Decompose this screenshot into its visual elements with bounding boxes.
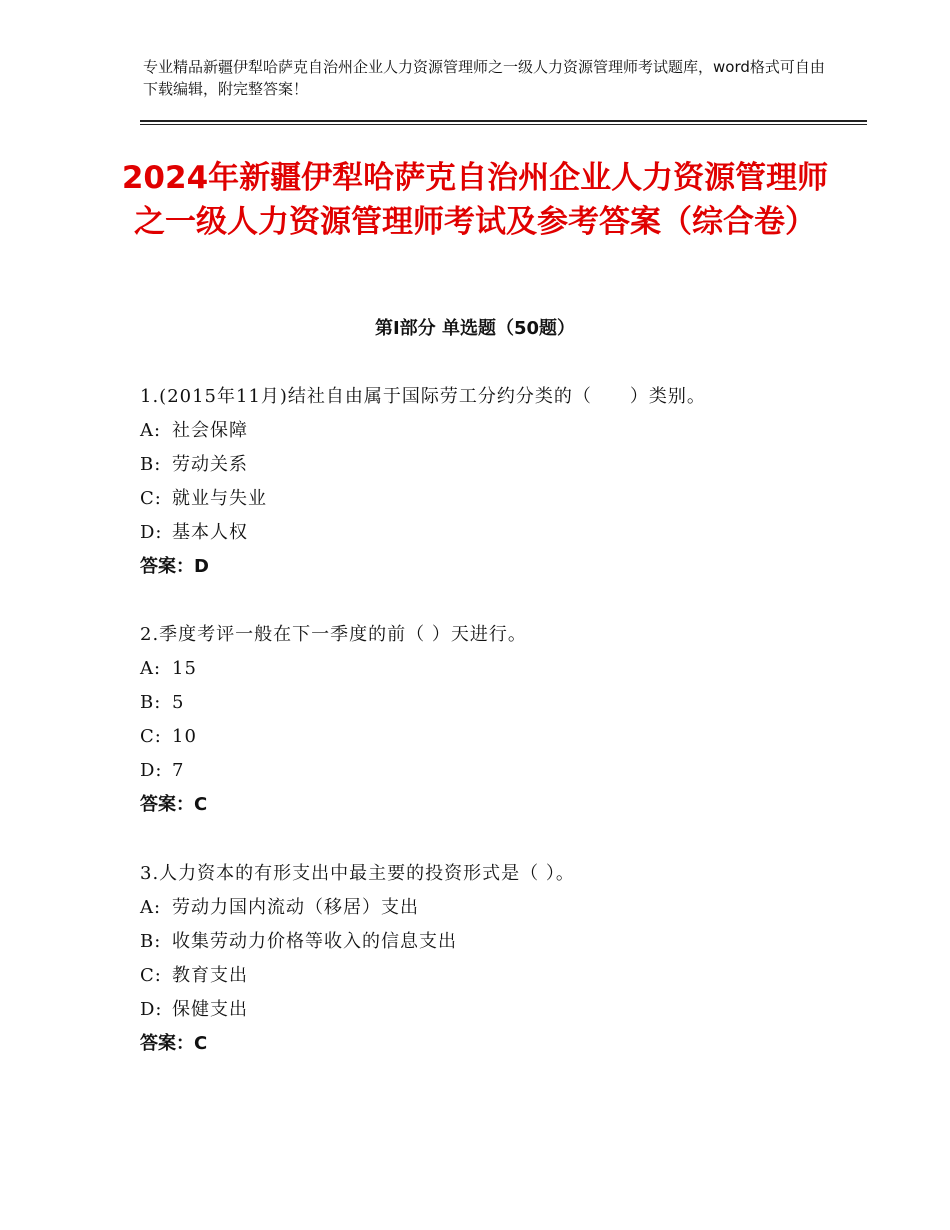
answer-value: C [194,1033,208,1054]
option-text: 劳动力国内流动（移居）支出 [172,897,419,918]
document-title: 2024年新疆伊犁哈萨克自治州企业人力资源管理师之一级人力资源管理师考试及参考答案（综合卷） [121,160,829,240]
option-text: 7 [172,760,185,781]
answer-line [140,550,840,584]
answer-value: C [194,794,208,815]
option-text: 就业与失业 [172,488,267,509]
option-text: 收集劳动力价格等收入的信息支出 [172,931,457,952]
option-letter: A: [140,658,162,679]
option-letter: A: [140,420,162,441]
option-d [140,993,840,1027]
option-text: 保健支出 [172,999,248,1020]
option-text: 基本人权 [172,522,248,543]
answer-line [140,1027,840,1061]
question-3 [140,857,840,1061]
option-text: 教育支出 [172,965,248,986]
option-c [140,720,840,754]
option-text: 社会保障 [172,420,248,441]
option-b [140,925,840,959]
option-c [140,959,840,993]
option-d [140,754,840,788]
option-c [140,482,840,516]
option-b [140,448,840,482]
answer-label: 答案： [140,794,194,815]
header-rule-thick [140,120,867,122]
option-letter: B: [140,692,162,713]
option-letter: D: [140,999,163,1020]
answer-value: D [194,556,209,577]
option-letter: C: [140,488,162,509]
header-rule-thin [140,124,867,125]
question-1 [140,380,840,584]
option-letter: C: [140,965,162,986]
question-stem: 2.季度考评一般在下一季度的前（ ）天进行。 [140,624,527,645]
option-letter: B: [140,931,162,952]
option-letter: C: [140,726,162,747]
option-text: 劳动关系 [172,454,248,475]
option-d [140,516,840,550]
option-letter: D: [140,760,163,781]
header-note: 专业精品新疆伊犁哈萨克自治州企业人力资源管理师之一级人力资源管理师考试题库，word格式可自由下载编辑，附完整答案！ [143,58,825,98]
answer-label: 答案： [140,1033,194,1054]
option-a [140,652,840,686]
question-2 [140,618,840,822]
option-b [140,686,840,720]
option-letter: D: [140,522,163,543]
option-a [140,414,840,448]
section-title: 第Ⅰ部分 单选题（50题） [374,318,575,339]
option-text: 15 [172,658,197,679]
question-stem: 1.(2015年11月)结社自由属于国际劳工分约分类的（ ）类别。 [140,386,706,407]
option-a [140,891,840,925]
option-text: 10 [172,726,197,747]
option-letter: B: [140,454,162,475]
answer-label: 答案： [140,556,194,577]
answer-line [140,788,840,822]
question-stem: 3.人力资本的有形支出中最主要的投资形式是（ ）。 [140,863,575,884]
option-text: 5 [172,692,185,713]
option-letter: A: [140,897,162,918]
